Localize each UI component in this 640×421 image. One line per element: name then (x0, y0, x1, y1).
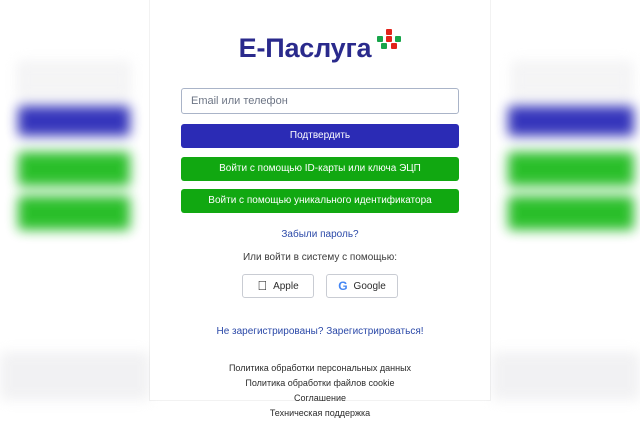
brand-header (150, 26, 490, 70)
footer-link-cookie-policy[interactable]: Политика обработки файлов cookie (245, 378, 395, 388)
unique-id-login-button[interactable]: Войти с помощью уникального идентификатора (181, 189, 459, 213)
background-primary-button-right (508, 106, 634, 136)
background-search-field-right (512, 62, 632, 98)
google-login-button[interactable] (326, 274, 398, 298)
background-search-field (18, 62, 130, 98)
background-green-button-1-right (508, 152, 634, 186)
login-input[interactable] (181, 88, 459, 114)
pixel-diamond-logo-icon (377, 29, 401, 53)
background-primary-button (18, 106, 130, 136)
submit-button[interactable]: Подтвердить (181, 124, 459, 148)
social-buttons-row (150, 274, 490, 298)
background-green-button-1 (18, 152, 130, 186)
social-login-intro: Или войти в систему с помощью: (242, 252, 398, 263)
brand-title: Е-Паслуга (238, 32, 372, 63)
forgot-password-link[interactable]: Забыли пароль? (281, 229, 359, 240)
register-link[interactable]: Не зарегистрированы? Зарегистрироваться! (216, 326, 424, 337)
google-login-label: Google (353, 280, 386, 292)
id-card-login-button[interactable]: Войти с помощью ID-карты или ключа ЭЦП (181, 157, 459, 181)
apple-login-label: Apple (268, 280, 294, 292)
background-footer-left (0, 352, 150, 400)
footer-links (150, 361, 490, 421)
footer-link-support[interactable]: Техническая поддержка (269, 408, 371, 418)
background-footer-right (492, 352, 640, 400)
footer-link-agreement[interactable]: Соглашение (293, 393, 347, 403)
apple-icon (257, 279, 267, 292)
background-green-button-2 (18, 196, 130, 230)
apple-login-button[interactable] (242, 274, 314, 298)
google-icon: G (338, 279, 348, 293)
login-card (150, 0, 490, 418)
footer-link-personal-data[interactable]: Политика обработки персональных данных (228, 363, 412, 373)
background-green-button-2-right (508, 196, 634, 230)
